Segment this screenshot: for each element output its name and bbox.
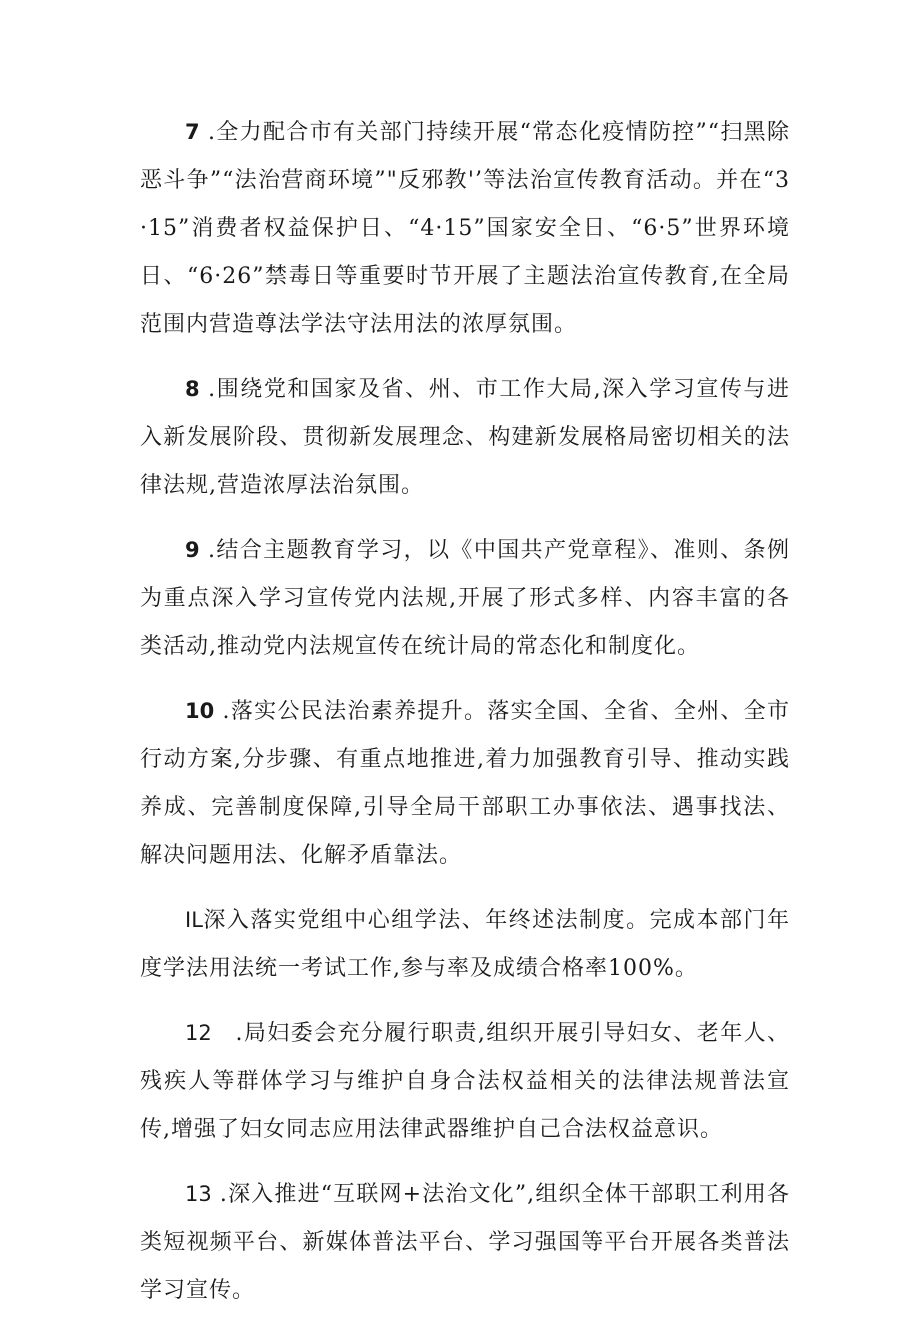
paragraph-9 (140, 526, 790, 671)
paragraph-text: .全力配合市有关部门持续开展“常态化疫情防控”“扫黑除恶斗争”“法治营商环境”"反邪教'’等法治宣传教育活动。并在“3·15”消费者权益保护日、“4·15”国家安全日、“6·5”世界环境日、“6·26”禁毒日等重要时节开展了主题法治宣传教育,在全局范围内营造尊法学法守法用法的浓厚氛围。 (140, 120, 790, 337)
paragraph-number: 12 (185, 1021, 212, 1045)
paragraph-12 (140, 1009, 790, 1154)
paragraph-text: .局妇委会充分履行职责,组织开展引导妇女、老年人、残疾人等群体学习与维护自身合法权益相关的法律法规普法宣传,增强了妇女同志应用法律武器维护自己合法权益意识。 (140, 1021, 790, 1142)
document-body (140, 108, 790, 1331)
paragraph-number: 7 (185, 120, 200, 144)
paragraph-number: 9 (185, 538, 200, 562)
paragraph-text: .围绕党和国家及省、州、市工作大局,深入学习宣传与进入新发展阶段、贯彻新发展理念、构建新发展格局密切相关的法律法规,营造浓厚法治氛围。 (140, 377, 790, 498)
paragraph-text: .深入推进“互联网+法治文化”,组织全体干部职工利用各类短视频平台、新媒体普法平台、学习强国等平台开展各类普法学习宣传。 (140, 1182, 790, 1303)
paragraph-13 (140, 1170, 790, 1315)
paragraph-number: 8 (185, 377, 200, 401)
paragraph-11 (140, 896, 790, 993)
paragraph-7 (140, 108, 790, 349)
paragraph-text: .落实公民法治素养提升。落实全国、全省、全州、全市行动方案,分步骤、有重点地推进,着力加强教育引导、推动实践养成、完善制度保障,引导全局干部职工办事依法、遇事找法、解决问题用法、化解矛盾靠法。 (140, 699, 790, 868)
paragraph-number: 13 (185, 1182, 212, 1206)
paragraph-number: 10 (185, 699, 215, 723)
paragraph-8 (140, 365, 790, 510)
paragraph-number: IL (185, 908, 203, 932)
paragraph-10 (140, 687, 790, 880)
paragraph-text: 深入落实党组中心组学法、年终述法制度。完成本部门年度学法用法统一考试工作,参与率及成绩合格率100%。 (140, 908, 790, 981)
paragraph-text: .结合主题教育学习，以《中国共产党章程》、准则、条例为重点深入学习宣传党内法规,开展了形式多样、内容丰富的各类活动,推动党内法规宣传在统计局的常态化和制度化。 (140, 538, 791, 659)
